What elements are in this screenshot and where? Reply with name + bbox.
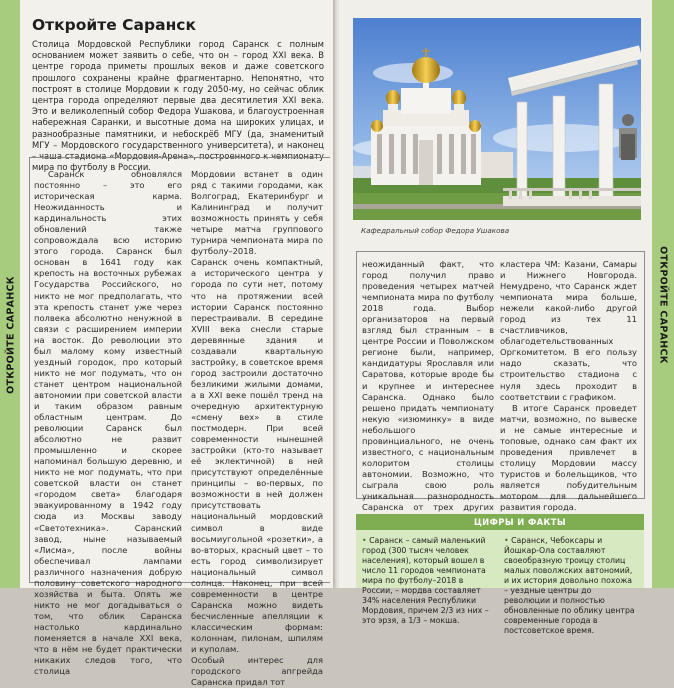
fact-item — [362, 536, 495, 626]
photo-caption: Кафедральный собор Федора Ушакова — [361, 226, 510, 235]
right-column-2-para-1: кластера ЧМ: Казани, Самары и Нижнего Новгорода. Немудрено, что Саранск ждет чемпионата мира больше, нежели какой-либо другой город из тех 11 счастливчиков, облагодетельствованных Оргкомитетом. В его пользу надо сказать, что строительство стадиона с нуля здесь проходит в соответствии с графиком. — [500, 259, 637, 402]
facts-box — [356, 514, 644, 635]
left-column-2: Мордовии встанет в один ряд с такими городами, как Волгоград, Екатеринбург и Калининград и получит возможность принять у себя четыре матча группового турнира чемпионата мира по футболу–2018. Саранск очень компактный, а исторического центра у города по сути нет, потому что на протяжении всей истории Саранск постоянно перестраивали. В середине XVIII века снесли старые деревянные здания и создавали квартальную застройку, в советское время город застроили достаточно безликими жилыми домами, а в XXI веке пошёл тренд на очередную архитектурную «смену вех» в стиле постмодерн. При всей современности нынешней застройки (кто-то называет её эклектичной) в ней присутствуют определённые принципы – во-первых, по возможности в ней должен присутствовать национальный мордовский символ в виде восьмиугольной «розетки», а во-вторых, красный цвет – то есть город символизирует национальный символ солнца. Наконец, при всей современности в центре Саранска можно видеть бесчисленные апелляции к классическим формам: колоннам, пилонам, шпилям и куполам. Особый интерес для городского апгрейда Саранска придал тот — [191, 169, 323, 688]
left-column-1: Саранск обновлялся постоянно – это его историческая карма. Неожиданность и кардинальность этих обновлений также сопровождала всю историю этого города. Саранск был основан в 1641 году как крепость на восточных рубежах Государства Российского, но никто не мог предполагать, что эта крепость станет уже через полвека абсолютно ненужной в связи с расширением империи на восток. До революции это был малому кому известный уездный городок, про который никто не мог подумать, что он станет центром национальной автономии при советской власти и таким образом равным областным центрам. До революции Саранск был абсолютно не развит промышленно и скорее напоминал большую деревню, и никто не мог подумать, что при советской власти он станет «городом света» благодаря эвакуированному в 1942 году сюда из Москвы заводу «Светотехника». Саранский завод, ныне называемый «Лисма», после войны обеспечивал лампами различного назначения добрую половину советского народного хозяйства и быта. Опять же никто не мог догадываться о том, что облик Саранска настолько кардинально поменяется в начале XXI века, что в нём не будет практически никаких следов того, что столица — [34, 169, 182, 677]
facts-title: ЦИФРЫ И ФАКТЫ — [474, 517, 566, 527]
right-column-2 — [500, 259, 637, 513]
section-tab-label: ОТКРОЙТЕ САРАНСК — [657, 246, 669, 364]
right-column-2-para-2: В итоге Саранск проведет матчи, возможно, по вывеске и не самые интересные и топовые, однако сам факт их проведения привлечет в столицу Мордовии массу туристов и болельщиков, что является побудительным мотором для дальнейшего развития города. — [500, 402, 637, 513]
fact-text: Саранск – самый маленький город (300 тысяч человек населения), который вошел в число 11 городов чемпионата мира по футболу–2018 в России, – мордва составляет 34% населения Республики Мордовия, причем 2/3 из них – это эрзя, а 1/3 – мокша. — [362, 536, 489, 625]
intro-paragraph: Столица Мордовской Республики город Саранск с полным основанием может заявить о себе, что он – город XXI века. В центре города приметы прошлых веков и даже советского прошлого сохранены крайне фрагментарно. Непонятно, что построят в столице Мордовии к году 2050-му, но сейчас облик центра города определяют первые два десятилетия XXI века. Это и великолепный собор Федора Ушакова, и благоустроенная набережная Саранки, и высотные дома на широких улицах, и разнообразные памятники, и небоскрёб МГУ (да, знаменитый МГУ – Мордовского государственного университета), и наконец – чаша стадиона «Мордовия-Арена», построенного к чемпионату мира по футболу в России. — [32, 39, 324, 173]
section-tab-left — [0, 0, 20, 588]
cathedral-photo — [353, 18, 641, 220]
bullet-icon: • — [362, 536, 370, 545]
right-column-1: неожиданный факт, что город получил право проведения четырех матчей чемпионата мира по футболу 2018 года. Выбор организаторов на первый взгляд был странным – в центре России и Поволжском регионе были, например, кандидатуры Ярославля или Саратова, которые вроде бы и крупнее и интереснее Саранска. Однако было решено придать чемпионату некую «изюминку» в виде небольшого провинциального, не очень известного, с национальным колоритом столицы автономии. Возможно, что сыграла свою роль уникальная разнородность Саранска от трех других — [362, 259, 494, 513]
page-title: Откройте Саранск — [32, 16, 196, 34]
bullet-icon: • — [504, 536, 512, 545]
fact-text: Саранск, Чебоксары и Йошкар-Ола составляют своеобразную троицу столиц малых поволжских автономий, и их история довольно похожа – уездные центры до революции и полностью обновленные по облику центра современные города в постсоветское время. — [504, 536, 635, 635]
section-tab-right — [652, 0, 674, 588]
left-page — [0, 0, 335, 688]
facts-header — [356, 514, 644, 530]
fact-item — [504, 536, 638, 636]
section-tab-label: ОТКРОЙТЕ САРАНСК — [5, 276, 17, 394]
